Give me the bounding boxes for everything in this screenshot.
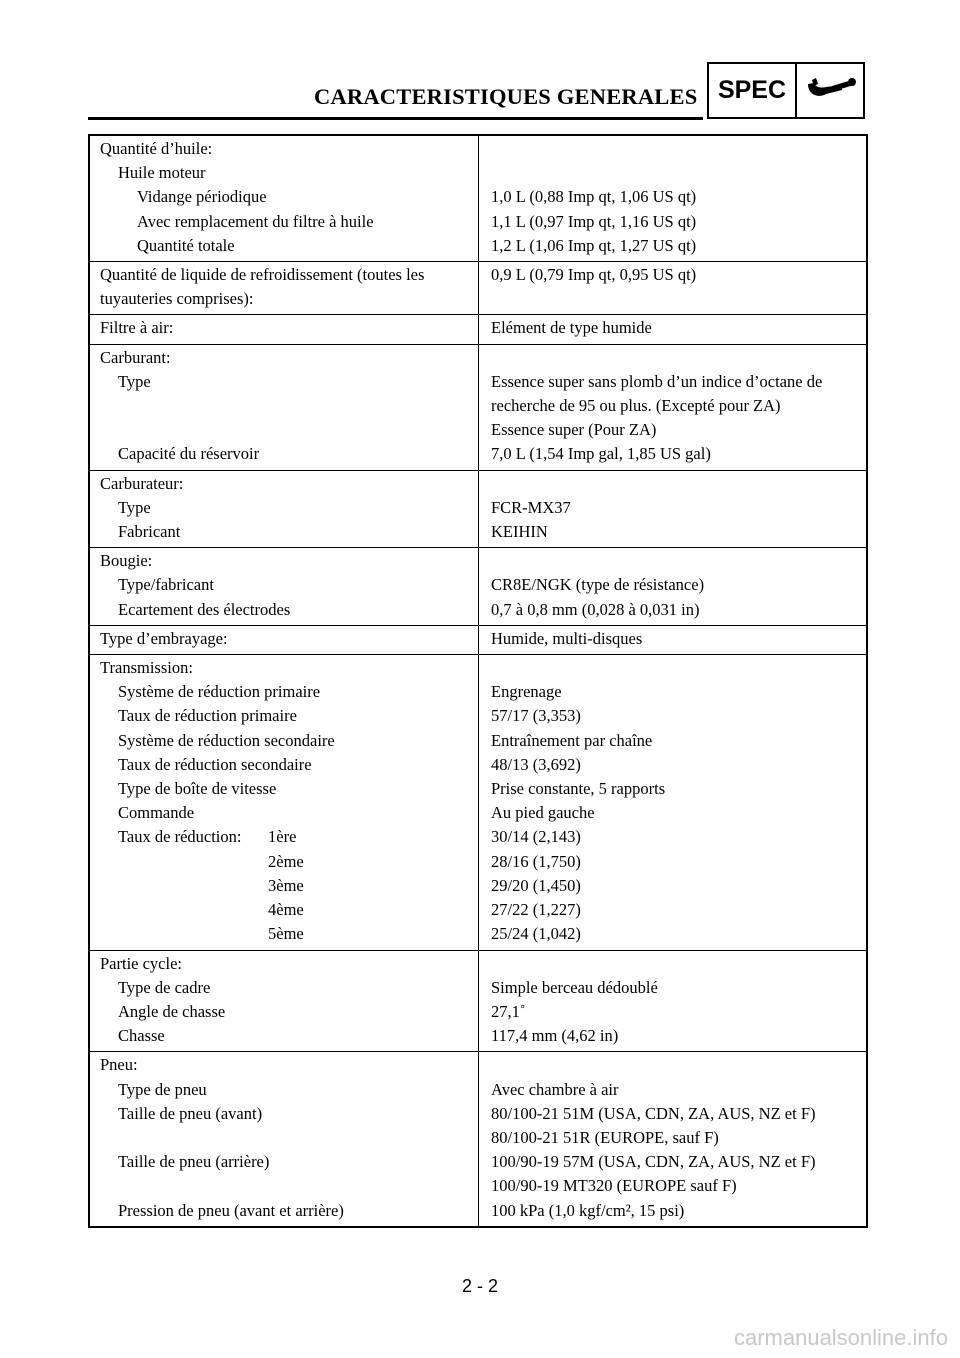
spec-label: Système de réduction secondaire bbox=[118, 730, 335, 750]
spec-row bbox=[90, 680, 866, 704]
spec-label: Taille de pneu (arrière) bbox=[118, 1152, 270, 1172]
spec-label: Type/fabricant bbox=[118, 575, 214, 595]
spec-value bbox=[479, 656, 866, 680]
spec-value: 0,9 L (0,79 Imp qt, 0,95 US qt) bbox=[491, 265, 697, 285]
spec-value bbox=[479, 346, 866, 370]
page-title: CARACTERISTIQUES GENERALES bbox=[314, 84, 698, 109]
spec-label: Fabricant bbox=[118, 522, 181, 542]
spec-row bbox=[90, 753, 866, 777]
spec-value: Au pied gauche bbox=[491, 803, 595, 823]
spec-row bbox=[90, 898, 866, 922]
spec-row bbox=[90, 850, 866, 874]
spec-label: Type bbox=[118, 371, 151, 391]
spec-label: Carburant: bbox=[100, 347, 171, 367]
spec-sublabel: 4ème bbox=[268, 900, 304, 920]
spec-group bbox=[90, 261, 866, 314]
spec-value: 1,2 L (1,06 Imp qt, 1,27 US qt) bbox=[491, 235, 697, 255]
spec-value bbox=[479, 549, 866, 573]
spec-group bbox=[90, 950, 866, 1052]
spec-group bbox=[90, 136, 866, 261]
spec-label: Type d’embrayage: bbox=[100, 628, 228, 648]
spec-row bbox=[90, 573, 866, 597]
spec-value: 28/16 (1,750) bbox=[491, 851, 581, 871]
spec-row bbox=[90, 976, 866, 1000]
spec-value: 25/24 (1,042) bbox=[491, 924, 581, 944]
spec-label: Bougie: bbox=[100, 551, 153, 571]
spec-row bbox=[90, 1053, 866, 1077]
spec-label: Carburateur: bbox=[100, 473, 184, 493]
watermark: carmanualsonline.info bbox=[733, 1325, 948, 1350]
spec-row bbox=[90, 952, 866, 976]
spec-row bbox=[90, 1000, 866, 1024]
spec-label: Avec remplacement du filtre à huile bbox=[137, 211, 374, 231]
spec-group bbox=[90, 625, 866, 654]
spec-label: Capacité du réservoir bbox=[118, 444, 260, 464]
spec-value: 27,1˚ bbox=[491, 1001, 526, 1021]
spec-row bbox=[90, 874, 866, 898]
spec-row bbox=[90, 1024, 866, 1048]
spec-value: Humide, multi-disques bbox=[491, 628, 643, 648]
spec-row bbox=[90, 922, 866, 946]
spec-row bbox=[90, 210, 866, 234]
spec-row bbox=[90, 370, 866, 443]
spec-value: Prise constante, 5 rapports bbox=[491, 779, 666, 799]
spec-value: 48/13 (3,692) bbox=[491, 754, 581, 774]
spec-value: 117,4 mm (4,62 in) bbox=[491, 1026, 619, 1046]
spec-row bbox=[90, 801, 866, 825]
spec-value bbox=[479, 161, 866, 185]
spec-row bbox=[90, 346, 866, 370]
spec-sublabel: 5ème bbox=[268, 924, 304, 944]
spec-label: Pneu: bbox=[100, 1055, 138, 1075]
spec-label: Quantité de liquide de refroidissement (toutes les tuyauteries comprises): bbox=[100, 265, 425, 309]
spec-table bbox=[88, 134, 868, 1228]
spec-value bbox=[479, 952, 866, 976]
spec-sublabel: 2ème bbox=[268, 851, 304, 871]
spec-value: FCR-MX37 bbox=[491, 497, 571, 517]
spec-label: Chasse bbox=[118, 1026, 165, 1046]
spec-value: Avec chambre à air bbox=[491, 1079, 619, 1099]
spec-badge bbox=[707, 62, 865, 119]
spec-label: Pression de pneu (avant et arrière) bbox=[118, 1200, 344, 1220]
spec-label bbox=[90, 850, 479, 874]
spec-label: Commande bbox=[118, 803, 195, 823]
spec-row bbox=[90, 549, 866, 573]
spec-label: Taux de réduction primaire bbox=[118, 706, 297, 726]
spec-value: Simple berceau dédoublé bbox=[491, 977, 658, 997]
spec-group bbox=[90, 547, 866, 625]
spec-value: 1,1 L (0,97 Imp qt, 1,16 US qt) bbox=[491, 211, 697, 231]
tools-icon bbox=[797, 64, 863, 117]
spec-value: Elément de type humide bbox=[491, 318, 652, 338]
spec-value: 80/100-21 51M (USA, CDN, ZA, AUS, NZ et F) 80/100-21 51R (EUROPE, sauf F) bbox=[491, 1103, 816, 1147]
spec-value: Essence super sans plomb d’un indice d’octane de recherche de 95 ou plus. (Excepté pour ZA) Essence super (Pour ZA) bbox=[491, 371, 823, 440]
spec-label: Vidange périodique bbox=[137, 187, 267, 207]
spec-row bbox=[90, 1199, 866, 1223]
spec-row bbox=[90, 185, 866, 209]
spec-sublabel: 3ème bbox=[268, 875, 304, 895]
spec-row bbox=[90, 1150, 866, 1198]
spec-group bbox=[90, 654, 866, 949]
spec-label: Ecartement des électrodes bbox=[118, 599, 291, 619]
spec-value: 0,7 à 0,8 mm (0,028 à 0,031 in) bbox=[491, 599, 700, 619]
spec-value bbox=[479, 472, 866, 496]
spec-value: 57/17 (3,353) bbox=[491, 706, 581, 726]
spec-group bbox=[90, 344, 866, 470]
spec-value: 29/20 (1,450) bbox=[491, 875, 581, 895]
spec-label: Type de cadre bbox=[118, 977, 211, 997]
spec-value: 7,0 L (1,54 Imp gal, 1,85 US gal) bbox=[491, 444, 711, 464]
spec-label: Angle de chasse bbox=[118, 1001, 226, 1021]
spec-value: Engrenage bbox=[491, 682, 562, 702]
title-rule bbox=[88, 117, 703, 120]
spec-value: 27/22 (1,227) bbox=[491, 900, 581, 920]
spec-label: Quantité totale bbox=[137, 235, 235, 255]
spec-row bbox=[90, 627, 866, 651]
spec-value bbox=[479, 1053, 866, 1077]
spec-label: Filtre à air: bbox=[100, 318, 174, 338]
spec-row bbox=[90, 777, 866, 801]
spec-group bbox=[90, 1051, 866, 1225]
spec-label bbox=[90, 874, 479, 898]
spec-label: Huile moteur bbox=[118, 163, 206, 183]
spec-row bbox=[90, 656, 866, 680]
spec-label: Transmission: bbox=[100, 658, 193, 678]
spec-label: SPEC bbox=[709, 64, 797, 117]
spec-label: Type bbox=[118, 497, 151, 517]
spec-row bbox=[90, 472, 866, 496]
spec-row bbox=[90, 598, 866, 622]
spec-label: Système de réduction primaire bbox=[118, 682, 321, 702]
spec-value: 1,0 L (0,88 Imp qt, 1,06 US qt) bbox=[491, 187, 697, 207]
spec-row bbox=[90, 161, 866, 185]
spec-sublabel: 1ère bbox=[268, 827, 297, 847]
spec-row bbox=[90, 520, 866, 544]
spec-group bbox=[90, 314, 866, 343]
spec-row bbox=[90, 729, 866, 753]
spec-row bbox=[90, 263, 866, 311]
spec-value: KEIHIN bbox=[491, 522, 548, 542]
spec-row bbox=[90, 137, 866, 161]
spec-value bbox=[479, 137, 866, 161]
spec-row bbox=[90, 234, 866, 258]
spec-label: Taux de réduction secondaire bbox=[118, 754, 312, 774]
spec-label: Taille de pneu (avant) bbox=[118, 1103, 263, 1123]
spec-label: Type de boîte de vitesse bbox=[118, 779, 277, 799]
spec-row bbox=[90, 1102, 866, 1150]
spec-label-text: Taux de réduction: bbox=[118, 827, 242, 847]
spec-row bbox=[90, 442, 866, 466]
spec-row bbox=[90, 316, 866, 340]
spec-row bbox=[90, 825, 866, 849]
page-number: 2 - 2 bbox=[461, 1276, 499, 1296]
spec-value: 100/90-19 57M (USA, CDN, ZA, AUS, NZ et F) 100/90-19 MT320 (EUROPE sauf F) bbox=[491, 1152, 816, 1196]
spec-row bbox=[90, 1078, 866, 1102]
spec-label: Quantité d’huile: bbox=[100, 139, 213, 158]
spec-value: Entraînement par chaîne bbox=[491, 730, 653, 750]
spec-row bbox=[90, 704, 866, 728]
spec-label bbox=[90, 922, 479, 946]
spec-value: CR8E/NGK (type de résistance) bbox=[491, 575, 705, 595]
spec-label bbox=[90, 825, 479, 849]
spec-label: Partie cycle: bbox=[100, 953, 183, 973]
spec-value: 100 kPa (1,0 kgf/cm², 15 psi) bbox=[491, 1200, 685, 1220]
spec-label bbox=[90, 898, 479, 922]
spec-value: 30/14 (2,143) bbox=[491, 827, 581, 847]
spec-group bbox=[90, 470, 866, 548]
spec-label: Type de pneu bbox=[118, 1079, 207, 1099]
spec-row bbox=[90, 496, 866, 520]
